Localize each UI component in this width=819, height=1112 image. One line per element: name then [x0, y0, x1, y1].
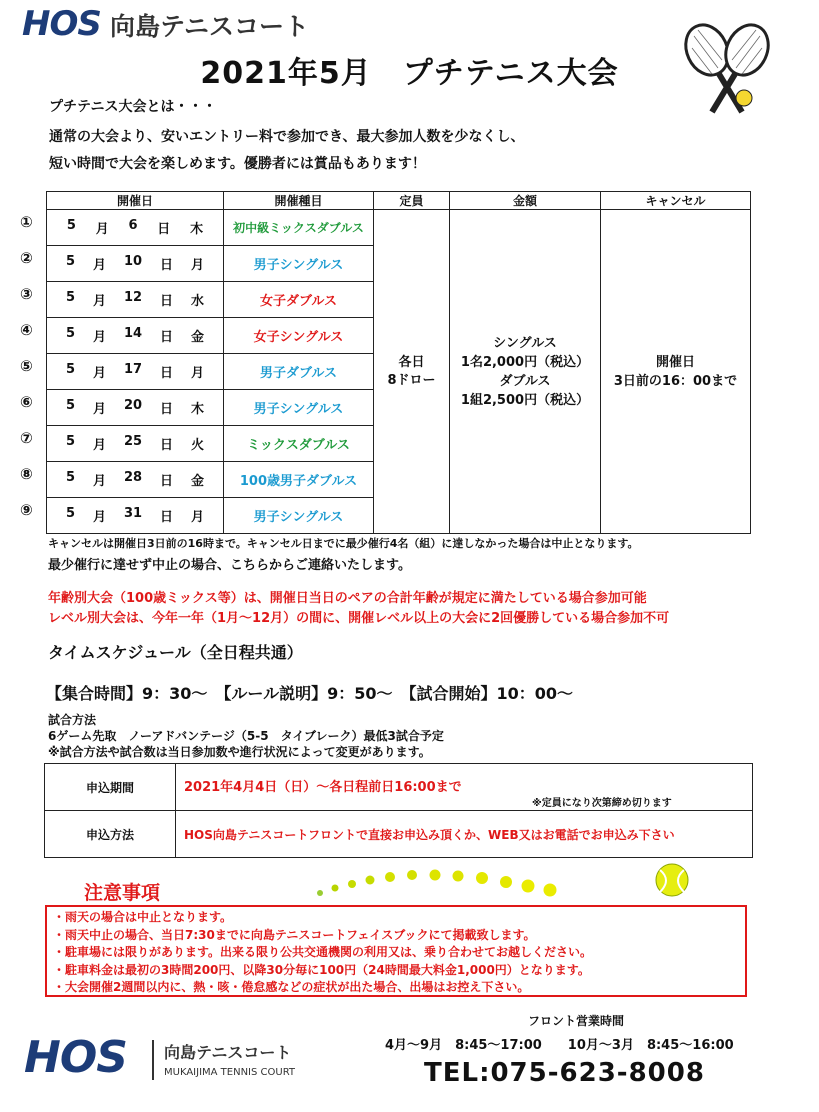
- caution-item: ・駐車料金は最初の3時間200円、以降30分毎に100円（24時間最大料金1,000円）となります。: [53, 962, 590, 977]
- hos-logo: HOS: [24, 1032, 127, 1083]
- event-cell: 100歳男子ダブルス: [224, 462, 374, 498]
- row-number: ⑥: [20, 393, 33, 411]
- event-cell: 女子ダブルス: [224, 282, 374, 318]
- day-unit: 日: [159, 330, 173, 345]
- footer-venue-block: [152, 1040, 295, 1080]
- day: 10: [123, 254, 143, 269]
- month-unit: 月: [92, 258, 106, 273]
- month: 5: [65, 362, 76, 377]
- hos-logo: HOS: [22, 4, 101, 44]
- column-header: キャンセル: [601, 192, 751, 210]
- fee-line: シングルス: [493, 335, 557, 351]
- month-unit: 月: [92, 402, 106, 417]
- day: 28: [123, 470, 143, 485]
- date-cell: [47, 462, 224, 498]
- time-heading: タイムスケジュール（全日程共通）: [48, 643, 303, 662]
- row-number: ⑤: [20, 357, 33, 375]
- method-label: 申込方法: [45, 811, 176, 858]
- schedule-table: [46, 191, 751, 534]
- month-unit: 月: [92, 510, 106, 525]
- capacity-cell: [374, 210, 450, 534]
- month: 5: [65, 506, 76, 521]
- day: 20: [123, 398, 143, 413]
- hours-title: フロント営業時間: [528, 1014, 625, 1028]
- caution-item: ・駐車場には限りがあります。出来る限り公共交通機関の利用又は、乗り合わせてお越しください。: [53, 945, 593, 959]
- day-unit: 日: [159, 402, 173, 417]
- hours-text: 4月～9月 8:45～17:00 10月～3月 8:45～16:00: [385, 1038, 734, 1053]
- weekday: 金: [190, 330, 204, 345]
- weekday: 火: [190, 438, 204, 453]
- month: 5: [65, 326, 76, 341]
- period-value: 2021年4月4日（日）～各日程前日16:00まで: [184, 780, 462, 795]
- month-unit: 月: [92, 294, 106, 309]
- table-header-row: [47, 192, 751, 210]
- match-method: [48, 712, 444, 760]
- period-cell: [176, 764, 753, 811]
- date-cell: [47, 210, 224, 246]
- time-schedule: 【集合時間】9：30～ 【ルール説明】9：50～ 【試合開始】10：00～: [46, 684, 574, 703]
- date-cell: [47, 246, 224, 282]
- month-unit: 月: [92, 474, 106, 489]
- method-line: 6ゲーム先取 ノーアドバンテージ（5-5 タイブレーク）最低3試合予定: [48, 729, 444, 743]
- column-header: 開催日: [47, 192, 224, 210]
- row-number: ⑧: [20, 465, 33, 483]
- column-header: 金額: [450, 192, 601, 210]
- row-number: ④: [20, 321, 33, 339]
- capacity-line: 8ドロー: [387, 372, 436, 388]
- cancel-note: 最少催行に達せず中止の場合、こちらからご連絡いたします。: [48, 558, 411, 573]
- day: 6: [128, 218, 138, 233]
- row-number: ①: [20, 213, 33, 231]
- month-unit: 月: [95, 222, 109, 237]
- caution-item: ・大会開催2週間以内に、熱・咳・倦怠感などの症状が出た場合、出場はお控え下さい。: [53, 980, 530, 994]
- day-unit: 日: [159, 474, 173, 489]
- caution-title: 注意事項: [84, 882, 161, 904]
- weekday: 月: [190, 510, 204, 525]
- date-cell: [47, 390, 224, 426]
- table-row: [47, 210, 751, 246]
- day-unit: 日: [159, 438, 173, 453]
- caution-box: [45, 905, 747, 997]
- fee-line: 1組2,500円（税込）: [460, 392, 590, 408]
- month-unit: 月: [92, 330, 106, 345]
- weekday: 水: [190, 294, 204, 309]
- date-cell: [47, 282, 224, 318]
- capacity-line: 各日: [398, 354, 425, 370]
- method-line: ※試合方法や試合数は当日参加数や進行状況によって変更があります。: [48, 745, 431, 759]
- month: 5: [65, 434, 76, 449]
- weekday: 月: [190, 366, 204, 381]
- date-cell: [47, 318, 224, 354]
- day: 25: [123, 434, 143, 449]
- row-number: ⑨: [20, 501, 33, 519]
- weekday: 月: [190, 258, 204, 273]
- date-cell: [47, 498, 224, 534]
- event-cell: 女子シングルス: [224, 318, 374, 354]
- weekday: 金: [190, 474, 204, 489]
- event-cell: 男子シングルス: [224, 246, 374, 282]
- event-cell: 男子ダブルス: [224, 354, 374, 390]
- row-number-list: [20, 213, 33, 537]
- weekday: 木: [190, 222, 204, 237]
- period-label: 申込期間: [45, 764, 176, 811]
- header-venue: 向島テニスコート: [109, 12, 309, 41]
- header-logo: [22, 4, 309, 44]
- row-number: ②: [20, 249, 33, 267]
- event-cell: ミックスダブルス: [224, 426, 374, 462]
- date-cell: [47, 354, 224, 390]
- period-note: ※定員になり次第締め切ります: [532, 798, 672, 809]
- table-row: [45, 811, 753, 858]
- intro-heading: プチテニス大会とは・・・: [49, 99, 217, 115]
- footer-logo: [24, 1032, 127, 1083]
- event-cell: 初中級ミックスダブルス: [224, 210, 374, 246]
- column-header: 開催種目: [224, 192, 374, 210]
- footer-venue-en: MUKAIJIMA TENNIS COURT: [164, 1067, 296, 1078]
- application-table: [44, 763, 753, 858]
- cancel-line: 3日前の16：00まで: [613, 373, 738, 389]
- method-title: 試合方法: [48, 713, 97, 727]
- cancel-line: 開催日: [655, 354, 695, 370]
- day: 14: [123, 326, 143, 341]
- weekday: 木: [190, 402, 204, 417]
- footer-venue: 向島テニスコート: [164, 1043, 292, 1062]
- column-header: 定員: [374, 192, 450, 210]
- day-unit: 日: [159, 366, 173, 381]
- day-unit: 日: [157, 222, 171, 237]
- day: 12: [123, 290, 143, 305]
- row-number: ⑦: [20, 429, 33, 447]
- event-cell: 男子シングルス: [224, 390, 374, 426]
- page-title: 2021年5月 プチテニス大会: [200, 56, 619, 91]
- event-cell: 男子シングルス: [224, 498, 374, 534]
- caution-item: ・雨天中止の場合、当日7:30までに向島テニスコートフェイスブックにて掲載致します。: [53, 927, 536, 942]
- day: 17: [123, 362, 143, 377]
- intro-text: 短い時間で大会を楽しめます。優勝者には賞品もあります！: [49, 156, 426, 172]
- month: 5: [65, 290, 76, 305]
- fee-cell: [450, 210, 601, 534]
- age-note: 年齢別大会（100歳ミックス等）は、開催日当日のペアの合計年齢が規定に満たしている場合参加可能: [48, 591, 647, 606]
- level-note: レベル別大会は、今年一年（1月～12月）の間に、開催レベル以上の大会に2回優勝している場合参加不可: [48, 611, 670, 626]
- day-unit: 日: [159, 510, 173, 525]
- table-row: [45, 764, 753, 811]
- fee-line: 1名2,000円（税込）: [460, 354, 590, 370]
- tennis-ball-trail-icon: [300, 858, 700, 908]
- method-value: HOS向島テニスコートフロントで直接お申込み頂くか、WEB又はお電話でお申込み下さい: [176, 811, 753, 858]
- row-number: ③: [20, 285, 33, 303]
- month-unit: 月: [92, 366, 106, 381]
- caution-item: ・雨天の場合は中止となります。: [53, 910, 233, 924]
- cancel-note: キャンセルは開催日3日前の16時まで。キャンセル日までに最少催行4名（組）に達しなかった場合は中止となります。: [48, 537, 639, 550]
- month: 5: [66, 218, 76, 233]
- month-unit: 月: [92, 438, 106, 453]
- month: 5: [65, 398, 76, 413]
- day-unit: 日: [159, 258, 173, 273]
- date-cell: [47, 426, 224, 462]
- month: 5: [65, 470, 76, 485]
- fee-line: ダブルス: [499, 373, 551, 389]
- day: 31: [123, 506, 143, 521]
- cancel-cell: [601, 210, 751, 534]
- tel-number: TEL:075-623-8008: [424, 1058, 705, 1088]
- intro-text: 通常の大会より、安いエントリー料で参加でき、最大参加人数を少なくし、: [49, 129, 525, 145]
- month: 5: [65, 254, 76, 269]
- day-unit: 日: [159, 294, 173, 309]
